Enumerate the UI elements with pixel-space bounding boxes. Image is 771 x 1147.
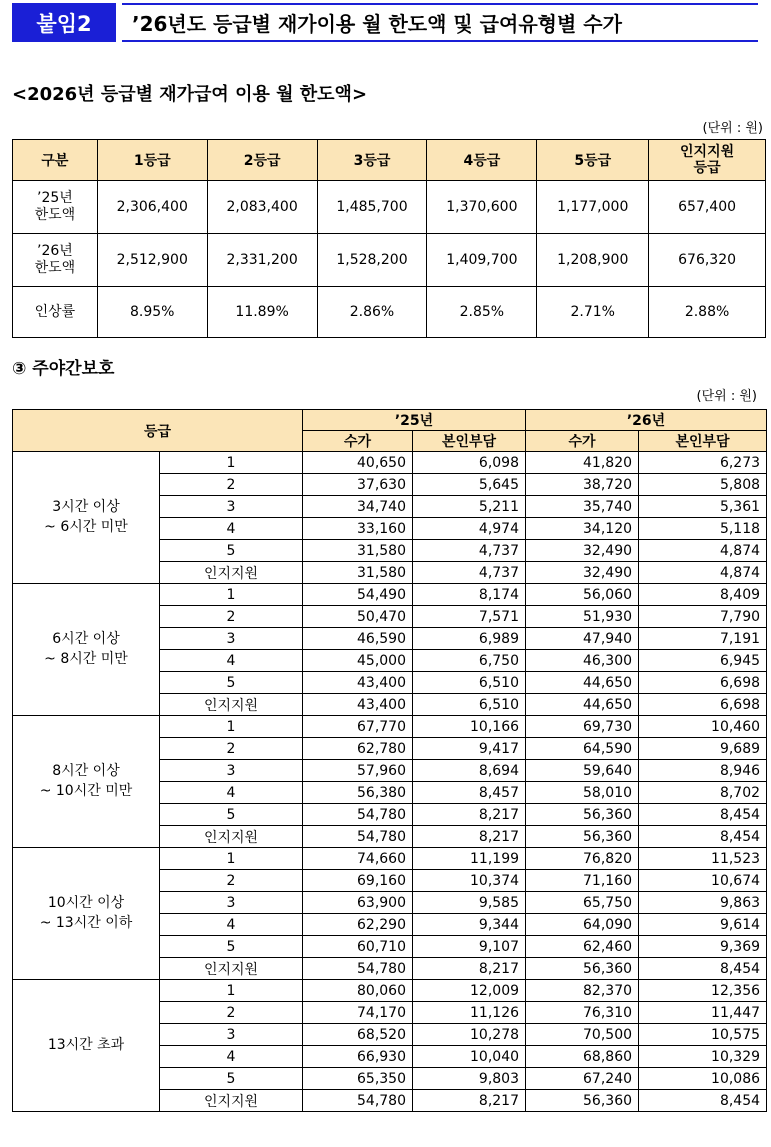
- grade-cell: 3: [160, 892, 303, 914]
- fee-cell: 76,820: [526, 848, 639, 870]
- fee-cell: 74,170: [303, 1002, 413, 1024]
- day-night-care-fee-table: [12, 409, 767, 1112]
- fee-cell: 40,650: [303, 452, 413, 474]
- limit-header-cell: 5등급: [537, 140, 649, 181]
- fee-cell: 68,520: [303, 1024, 413, 1046]
- grade-cell: 4: [160, 914, 303, 936]
- fee-cell: 56,380: [303, 782, 413, 804]
- copay-cell: 8,217: [413, 1090, 526, 1112]
- grade-cell: 2: [160, 1002, 303, 1024]
- copay-cell: 8,174: [413, 584, 526, 606]
- copay-cell: 7,571: [413, 606, 526, 628]
- copay-cell: 10,329: [639, 1046, 767, 1068]
- copay-cell: 10,086: [639, 1068, 767, 1090]
- copay-cell: 5,808: [639, 474, 767, 496]
- copay-cell: 6,098: [413, 452, 526, 474]
- fee-table-row: [13, 980, 767, 1002]
- fee-cell: 64,590: [526, 738, 639, 760]
- limit-value-cell: 11.89%: [207, 287, 317, 338]
- copay-cell: 4,874: [639, 540, 767, 562]
- copay-cell: 4,737: [413, 562, 526, 584]
- copay-cell: 9,614: [639, 914, 767, 936]
- limit-value-cell: 2.86%: [317, 287, 427, 338]
- copay-cell: 9,585: [413, 892, 526, 914]
- fee-cell: 57,960: [303, 760, 413, 782]
- limit-value-cell: 657,400: [649, 181, 766, 234]
- limit-value-cell: 1,208,900: [537, 234, 649, 287]
- fee-cell: 31,580: [303, 540, 413, 562]
- fee-cell: 32,490: [526, 562, 639, 584]
- copay-cell: 9,689: [639, 738, 767, 760]
- grade-cell: 4: [160, 518, 303, 540]
- grade-cell: 3: [160, 628, 303, 650]
- copay-cell: 11,126: [413, 1002, 526, 1024]
- limit-value-cell: 2.88%: [649, 287, 766, 338]
- fee-cell: 44,650: [526, 694, 639, 716]
- fee-cell: 56,360: [526, 1090, 639, 1112]
- grade-cell: 4: [160, 1046, 303, 1068]
- limit-table-header-row: [13, 140, 766, 181]
- fee-cell: 74,660: [303, 848, 413, 870]
- grade-cell: 5: [160, 936, 303, 958]
- grade-cell: 인지지원: [160, 694, 303, 716]
- copay-cell: 9,863: [639, 892, 767, 914]
- copay-cell: 8,217: [413, 826, 526, 848]
- copay-cell: 10,040: [413, 1046, 526, 1068]
- copay-cell: 8,454: [639, 826, 767, 848]
- fee-table-row: [13, 848, 767, 870]
- grade-cell: 1: [160, 584, 303, 606]
- fee-cell: 37,630: [303, 474, 413, 496]
- fee-cell: 56,360: [526, 958, 639, 980]
- limit-value-cell: 2,512,900: [97, 234, 207, 287]
- time-range-label: 13시간 초과: [13, 980, 160, 1112]
- grade-cell: 5: [160, 672, 303, 694]
- grade-cell: 인지지원: [160, 562, 303, 584]
- limit-row-label: ’25년 한도액: [13, 181, 98, 234]
- copay-cell: 5,645: [413, 474, 526, 496]
- copay-cell: 12,356: [639, 980, 767, 1002]
- grade-cell: 인지지원: [160, 1090, 303, 1112]
- grade-cell: 1: [160, 452, 303, 474]
- monthly-limit-table: [12, 139, 766, 338]
- grade-cell: 1: [160, 980, 303, 1002]
- copay-cell: 10,278: [413, 1024, 526, 1046]
- unit-label-2: (단위 : 원): [696, 389, 757, 404]
- fee-table-row: [13, 452, 767, 474]
- grade-cell: 2: [160, 870, 303, 892]
- fee-cell: 65,350: [303, 1068, 413, 1090]
- fee-cell: 47,940: [526, 628, 639, 650]
- copay-cell: 12,009: [413, 980, 526, 1002]
- fee-cell: 63,900: [303, 892, 413, 914]
- copay-cell: 7,790: [639, 606, 767, 628]
- limit-value-cell: 2,306,400: [97, 181, 207, 234]
- copay-cell: 11,199: [413, 848, 526, 870]
- fee-cell: 54,780: [303, 958, 413, 980]
- header-title: ’26년도 등급별 재가이용 월 한도액 및 급여유형별 수가: [122, 3, 758, 42]
- copay-cell: 11,523: [639, 848, 767, 870]
- grade-cell: 2: [160, 738, 303, 760]
- copay-cell: 5,118: [639, 518, 767, 540]
- copay-cell: 9,369: [639, 936, 767, 958]
- copay-cell: 8,457: [413, 782, 526, 804]
- time-range-label: 6시간 이상 ~ 8시간 미만: [13, 584, 160, 716]
- attachment-badge: 붙임2: [12, 3, 116, 42]
- limit-table-row: [13, 287, 766, 338]
- grade-cell: 4: [160, 650, 303, 672]
- fee-cell: 46,590: [303, 628, 413, 650]
- fee-cell: 68,860: [526, 1046, 639, 1068]
- limit-table-row: [13, 234, 766, 287]
- fee-cell: 41,820: [526, 452, 639, 474]
- fee-table-row: [13, 584, 767, 606]
- fee-cell: 71,160: [526, 870, 639, 892]
- limit-row-label: ’26년 한도액: [13, 234, 98, 287]
- fee-cell: 80,060: [303, 980, 413, 1002]
- limit-value-cell: 8.95%: [97, 287, 207, 338]
- fee-cell: 58,010: [526, 782, 639, 804]
- copay-cell: 8,217: [413, 804, 526, 826]
- fee-cell: 60,710: [303, 936, 413, 958]
- copay-cell: 6,273: [639, 452, 767, 474]
- copay-cell: 8,454: [639, 958, 767, 980]
- copay-cell: 8,217: [413, 958, 526, 980]
- limit-header-cell: 1등급: [97, 140, 207, 181]
- fee-cell: 54,780: [303, 1090, 413, 1112]
- copay-cell: 6,510: [413, 672, 526, 694]
- fee-cell: 50,470: [303, 606, 413, 628]
- fee-cell: 31,580: [303, 562, 413, 584]
- grade-cell: 2: [160, 606, 303, 628]
- copay-cell: 10,374: [413, 870, 526, 892]
- limit-value-cell: 1,409,700: [427, 234, 537, 287]
- copay-cell: 4,874: [639, 562, 767, 584]
- fee-cell: 33,160: [303, 518, 413, 540]
- copay-cell: 9,803: [413, 1068, 526, 1090]
- year-25-header: ’25년: [303, 410, 526, 431]
- time-range-label: 8시간 이상 ~ 10시간 미만: [13, 716, 160, 848]
- fee-cell: 43,400: [303, 672, 413, 694]
- fee-cell: 62,780: [303, 738, 413, 760]
- limit-value-cell: 1,177,000: [537, 181, 649, 234]
- copay-cell: 9,417: [413, 738, 526, 760]
- copay-cell: 4,974: [413, 518, 526, 540]
- grade-cell: 3: [160, 496, 303, 518]
- copay-cell: 7,191: [639, 628, 767, 650]
- fee-cell: 62,460: [526, 936, 639, 958]
- fee-cell: 54,780: [303, 826, 413, 848]
- limit-value-cell: 2,331,200: [207, 234, 317, 287]
- limit-header-cell: 구분: [13, 140, 98, 181]
- copay-cell: 4,737: [413, 540, 526, 562]
- fee-sub-header-cell: 본인부담: [413, 431, 526, 452]
- grade-cell: 인지지원: [160, 826, 303, 848]
- sub-section-title: ③ 주야간보호: [12, 359, 115, 379]
- copay-cell: 6,698: [639, 694, 767, 716]
- fee-cell: 64,090: [526, 914, 639, 936]
- fee-cell: 67,770: [303, 716, 413, 738]
- fee-cell: 54,780: [303, 804, 413, 826]
- fee-cell: 56,360: [526, 804, 639, 826]
- limit-value-cell: 1,528,200: [317, 234, 427, 287]
- fee-cell: 32,490: [526, 540, 639, 562]
- grade-cell: 4: [160, 782, 303, 804]
- copay-cell: 10,460: [639, 716, 767, 738]
- grade-cell: 5: [160, 1068, 303, 1090]
- copay-cell: 5,361: [639, 496, 767, 518]
- fee-cell: 38,720: [526, 474, 639, 496]
- grade-cell: 3: [160, 1024, 303, 1046]
- copay-cell: 8,694: [413, 760, 526, 782]
- limit-table-row: [13, 181, 766, 234]
- time-range-label: 10시간 이상 ~ 13시간 이하: [13, 848, 160, 980]
- copay-cell: 10,674: [639, 870, 767, 892]
- fee-sub-header-cell: 수가: [526, 431, 639, 452]
- limit-header-cell: 4등급: [427, 140, 537, 181]
- grade-cell: 2: [160, 474, 303, 496]
- copay-cell: 10,575: [639, 1024, 767, 1046]
- grade-cell: 5: [160, 804, 303, 826]
- copay-cell: 8,702: [639, 782, 767, 804]
- copay-cell: 8,454: [639, 1090, 767, 1112]
- copay-cell: 9,344: [413, 914, 526, 936]
- copay-cell: 6,945: [639, 650, 767, 672]
- fee-cell: 62,290: [303, 914, 413, 936]
- copay-cell: 8,946: [639, 760, 767, 782]
- fee-cell: 54,490: [303, 584, 413, 606]
- fee-cell: 76,310: [526, 1002, 639, 1024]
- grade-cell: 1: [160, 716, 303, 738]
- fee-cell: 56,360: [526, 826, 639, 848]
- fee-cell: 69,730: [526, 716, 639, 738]
- fee-cell: 46,300: [526, 650, 639, 672]
- grade-cell: 5: [160, 540, 303, 562]
- limit-row-label: 인상률: [13, 287, 98, 338]
- copay-cell: 6,698: [639, 672, 767, 694]
- fee-cell: 56,060: [526, 584, 639, 606]
- fee-sub-header-cell: 수가: [303, 431, 413, 452]
- page-header: [0, 0, 771, 46]
- limit-header-cell: 인지지원 등급: [649, 140, 766, 181]
- fee-cell: 51,930: [526, 606, 639, 628]
- limit-header-cell: 3등급: [317, 140, 427, 181]
- fee-cell: 66,930: [303, 1046, 413, 1068]
- fee-cell: 82,370: [526, 980, 639, 1002]
- limit-value-cell: 676,320: [649, 234, 766, 287]
- copay-cell: 6,750: [413, 650, 526, 672]
- section-title: <2026년 등급별 재가급여 이용 월 한도액>: [12, 84, 368, 105]
- copay-cell: 9,107: [413, 936, 526, 958]
- fee-cell: 43,400: [303, 694, 413, 716]
- copay-cell: 10,166: [413, 716, 526, 738]
- copay-cell: 8,454: [639, 804, 767, 826]
- limit-value-cell: 1,485,700: [317, 181, 427, 234]
- limit-value-cell: 2.71%: [537, 287, 649, 338]
- fee-cell: 69,160: [303, 870, 413, 892]
- grade-header: 등급: [13, 410, 303, 452]
- grade-cell: 인지지원: [160, 958, 303, 980]
- grade-cell: 3: [160, 760, 303, 782]
- fee-cell: 65,750: [526, 892, 639, 914]
- fee-cell: 70,500: [526, 1024, 639, 1046]
- limit-value-cell: 2,083,400: [207, 181, 317, 234]
- copay-cell: 11,447: [639, 1002, 767, 1024]
- grade-cell: 1: [160, 848, 303, 870]
- time-range-label: 3시간 이상 ~ 6시간 미만: [13, 452, 160, 584]
- copay-cell: 5,211: [413, 496, 526, 518]
- copay-cell: 6,989: [413, 628, 526, 650]
- fee-cell: 59,640: [526, 760, 639, 782]
- fee-cell: 34,120: [526, 518, 639, 540]
- fee-table-row: [13, 716, 767, 738]
- copay-cell: 8,409: [639, 584, 767, 606]
- fee-sub-header-cell: 본인부담: [639, 431, 767, 452]
- copay-cell: 6,510: [413, 694, 526, 716]
- unit-label-1: (단위 : 원): [702, 121, 763, 136]
- limit-header-cell: 2등급: [207, 140, 317, 181]
- fee-cell: 35,740: [526, 496, 639, 518]
- limit-value-cell: 2.85%: [427, 287, 537, 338]
- limit-value-cell: 1,370,600: [427, 181, 537, 234]
- fee-cell: 34,740: [303, 496, 413, 518]
- fee-cell: 45,000: [303, 650, 413, 672]
- fee-cell: 44,650: [526, 672, 639, 694]
- fee-cell: 67,240: [526, 1068, 639, 1090]
- year-26-header: ’26년: [526, 410, 767, 431]
